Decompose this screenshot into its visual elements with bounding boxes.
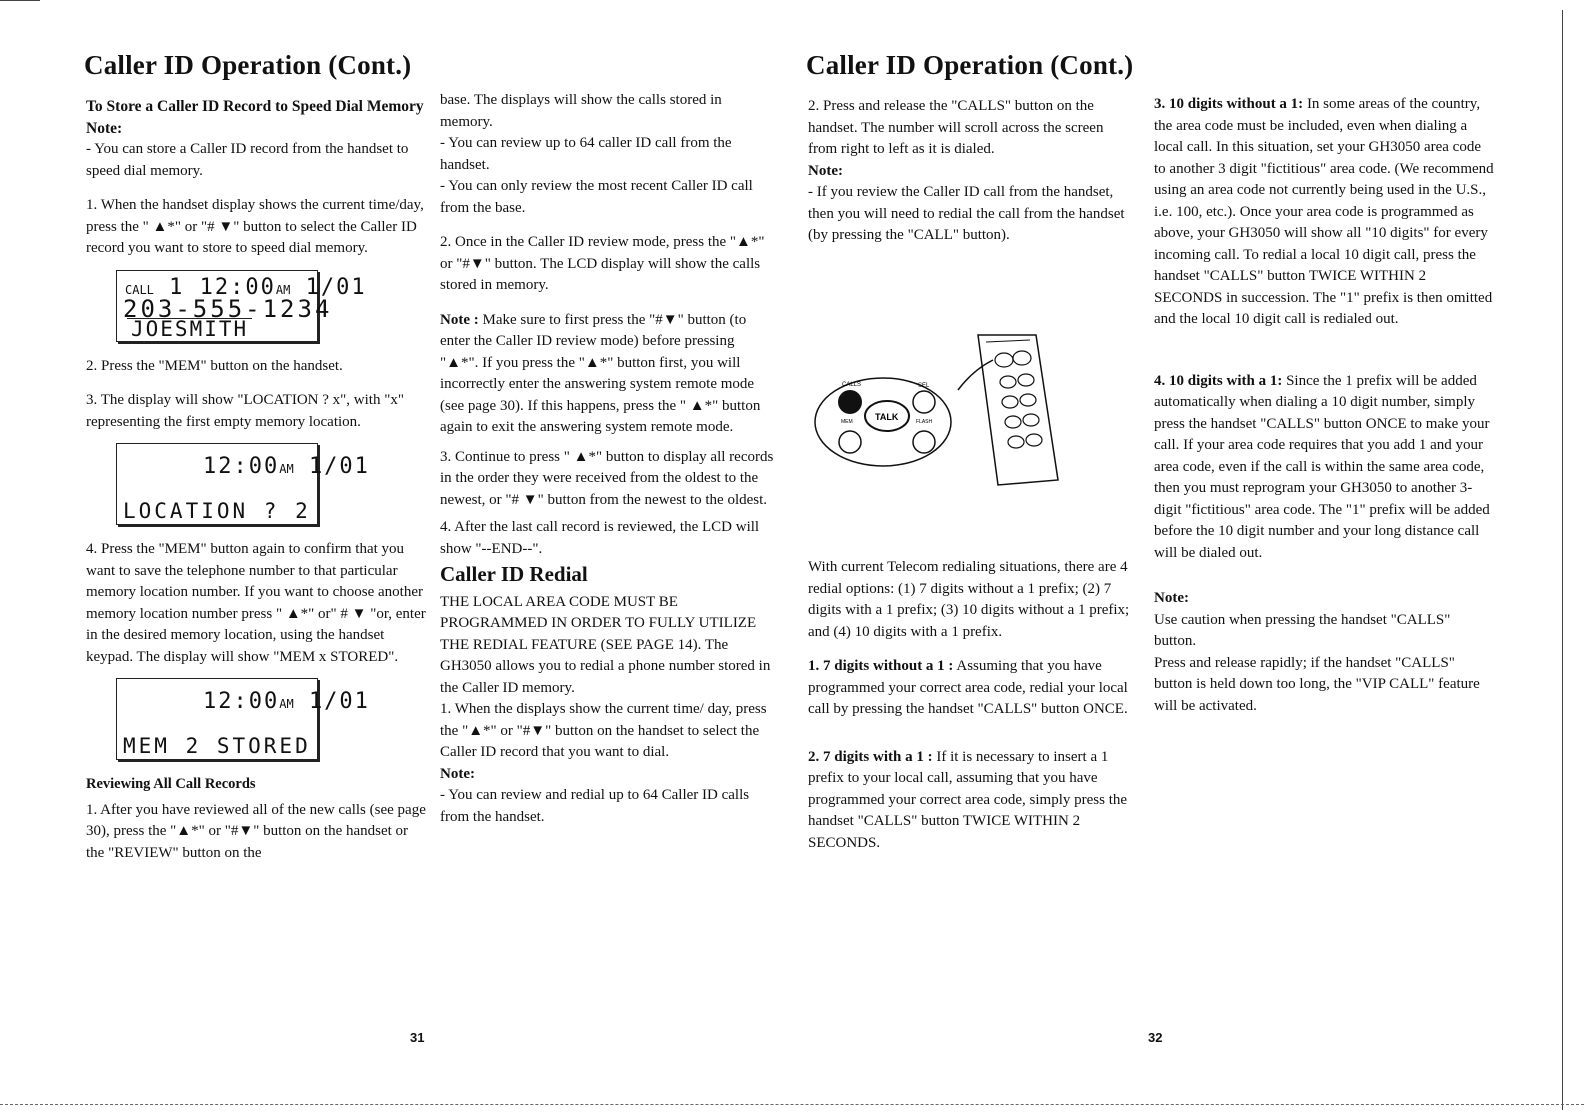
- redial-step-1: 1. When the displays show the current time/ day, press the "▲*" or "#▼" button on the handset to select the Caller ID record that you want to dial.: [440, 701, 767, 760]
- handset-key-grid: [995, 351, 1042, 448]
- redial-option-4: [1154, 371, 1496, 565]
- lcd-time: 1 12:00: [169, 274, 276, 300]
- option-2-label: 2. 7 digits with a 1 :: [808, 748, 933, 765]
- talk-key-label: TALK: [875, 411, 899, 422]
- option-4-label: 4. 10 digits with a 1:: [1154, 372, 1283, 389]
- lcd-stored: MEM 2 STORED: [123, 733, 311, 758]
- redial-step2-note-label: Note:: [808, 162, 843, 179]
- review-dash-2: - You can only review the most recent Caller ID call from the base.: [440, 178, 753, 216]
- review-all-step-1: 1. After you have reviewed all of the new calls (see page 30), press the "▲*" or "#▼" button on the handset or the "REVIEW" button on the: [86, 801, 426, 861]
- store-step-1: 1. When the handset display shows the current time/day, press the " ▲*" or "# ▼" button to select the Caller ID record you want to store to speed dial memory.: [86, 197, 424, 256]
- review-all-heading: Reviewing All Call Records: [86, 776, 256, 792]
- calls-button-icon: [838, 390, 862, 414]
- review-step-3: 3. Continue to press " ▲*" button to display all records in the order they were received from the oldest to the newest, or "# ▼" button from the newest to the oldest.: [440, 448, 774, 508]
- option-2-text: If it is necessary to insert a 1 prefix to your local call, assuming that you have programmed your correct area code, simply press the handset "CALLS" button TWICE WITHIN 2 SECONDS.: [808, 748, 1128, 851]
- caution-note-line-2: Press and release rapidly; if the handset "CALLS" button is held down too long, the "VIP CALL" feature will be activated.: [1154, 654, 1480, 714]
- calls-key-label: CALLS: [842, 381, 862, 388]
- lcd-ampm: AM: [275, 282, 291, 297]
- lcd-name: JOESMITH: [127, 318, 252, 341]
- lcd-location: LOCATION ? 2: [123, 498, 311, 523]
- redial-option-2: [808, 747, 1130, 855]
- caution-note-line-1: Use caution when pressing the handset "CALLS" button.: [1154, 611, 1451, 649]
- lcd-number: 203-555-1234: [123, 294, 333, 323]
- lcd-display-caller-record: [116, 270, 367, 342]
- redial-step-2: 2. Press and release the "CALLS" button on the handset. The number will scroll across the screen from right to left as it is dialed.: [808, 98, 1104, 157]
- lcd-display-stored: [116, 678, 370, 760]
- lcd-time: 12:00: [203, 689, 280, 714]
- store-note-text: - You can store a Caller ID record from the handset to speed dial memory.: [86, 141, 409, 179]
- review-cont-text: base. The displays will show the calls stored in memory.: [440, 92, 722, 130]
- redial-note-text: - You can review and redial up to 64 Caller ID calls from the handset.: [440, 787, 750, 825]
- option-1-label: 1. 7 digits without a 1 :: [808, 658, 954, 674]
- review-step-4: 4. After the last call record is reviewed, the LCD will show "--END--".: [440, 519, 760, 557]
- page-title: Caller ID Operation (Cont.): [84, 50, 412, 80]
- sel-key-label: SEL: [918, 382, 930, 389]
- handset-body-outline: [978, 335, 1058, 485]
- store-step-2: 2. Press the "MEM" button on the handset.: [86, 357, 343, 374]
- sel-button-icon: [913, 391, 935, 413]
- mem-button-icon: [839, 431, 861, 453]
- lcd-date: 1/01: [308, 454, 370, 479]
- handset-edge-line: [986, 340, 1030, 342]
- review-note: [440, 310, 775, 439]
- flash-key-label: FLASH: [916, 418, 933, 425]
- redial-option-1: [808, 656, 1130, 721]
- lcd-time-line: [203, 456, 370, 481]
- redial-note-label: Note:: [440, 765, 475, 782]
- page-title: Caller ID Operation (Cont.): [806, 50, 1134, 80]
- review-note-label: Note :: [440, 311, 479, 328]
- review-dash-1: - You can review up to 64 caller ID call from the handset.: [440, 135, 732, 173]
- redial-options-intro: With current Telecom redialing situations, there are 4 redial options: (1) 7 digits without a 1 prefix; (2) 7 digits with a 1 prefix; (3) 10 digits without a 1 prefix; and (4) 10 digits with a 1 prefix.: [808, 559, 1130, 640]
- lcd-time-line: [203, 691, 370, 716]
- option-4-text: Since the 1 prefix will be added automatically when dialing a 10 digit number, simply press the handset "CALLS" button ONCE to make your call. If your area code requires that you add 1 and your area code, even if the call is within the same area code, then you must reprogram your GH3050 to another 3-digit "fictitious" area code. The "1" prefix will be added before the 10 digit number and your long distance call will be dialed out.: [1154, 372, 1490, 561]
- store-heading: To Store a Caller ID Record to Speed Dial Memory: [86, 98, 424, 115]
- store-note-label: Note:: [86, 119, 123, 137]
- handset-keypad-illustration: [808, 330, 1108, 490]
- redial-step2-note-text: - If you review the Caller ID call from the handset, then you will need to redial the call from the handset (by pressing the "CALL" button).: [808, 184, 1125, 243]
- middle-column: [440, 90, 775, 828]
- mem-key-label: MEM: [841, 418, 853, 425]
- page-number: 31: [410, 1030, 425, 1045]
- lcd-date: 1/01: [308, 689, 370, 714]
- redial-heading: Caller ID Redial: [440, 562, 588, 586]
- lcd-display-location: [116, 443, 370, 525]
- caution-note-label: Note:: [1154, 590, 1189, 606]
- store-step-4: 4. Press the "MEM" button again to confirm that you want to save the telephone number to that particular memory location number. If you want to choose another memory location number press " ▲*" or" # ▼ "or, enter in the desired memory location, using the handset keypad. The display will show "MEM x STORED".: [86, 541, 426, 665]
- option-3-label: 3. 10 digits without a 1:: [1154, 96, 1304, 112]
- lcd-ampm: AM: [279, 697, 294, 711]
- callout-pointer-line: [958, 360, 993, 390]
- lcd-ampm: AM: [279, 462, 294, 476]
- right-left-column: [808, 96, 1130, 867]
- redial-intro: THE LOCAL AREA CODE MUST BE PROGRAMMED IN ORDER TO FULLY UTILIZE THE REDIAL FEATURE (SEE PAGE 14). The GH3050 allows you to redial a phone number stored in the Caller ID memory.: [440, 593, 771, 696]
- store-step-3: 3. The display will show "LOCATION ? x", with "x" representing the first empty memory location.: [86, 392, 404, 430]
- review-note-text: Make sure to first press the "#▼" button (to enter the Caller ID review mode) before pressing "▲*". If you press the "▲*" button first, you will incorrectly enter the answering system remote mode (see page 30). If this happens, press the " ▲*" button again to exit the answering system remote mode.: [440, 311, 761, 435]
- review-step-2: 2. Once in the Caller ID review mode, press the "▲*" or "#▼" button. The LCD display will show the calls stored in memory.: [440, 234, 765, 293]
- lcd-time: 12:00: [203, 454, 280, 479]
- page-number: 32: [1148, 1030, 1163, 1045]
- lcd-date: 1/01: [305, 274, 367, 300]
- right-right-column: [1154, 94, 1496, 717]
- option-1-text: Assuming that you have programmed your correct area code, redial your local call by pressing the handset "CALLS" button ONCE.: [808, 658, 1128, 717]
- left-column: [86, 96, 426, 877]
- option-3-text: In some areas of the country, the area code must be included, even when dialing a local call. In this situation, set your GH3050 area code to another 3 digit "fictitious" area code. (We recommend using an area code not currently being used in the U.S., i.e. 100, etc.). Once your area code is programmed as above, your GH3050 will show all "10 digits" for every incoming call. To redial a local 10 digit call, press the handset "CALLS" button TWICE WITHIN 2 SECONDS in succession. The "1" prefix is then omitted and the local 10 digit call is redialed out.: [1154, 96, 1494, 327]
- page-32: [792, 0, 1584, 1120]
- flash-button-icon: [913, 431, 935, 453]
- redial-option-3: [1154, 94, 1496, 331]
- lcd-call-label: CALL: [125, 282, 154, 297]
